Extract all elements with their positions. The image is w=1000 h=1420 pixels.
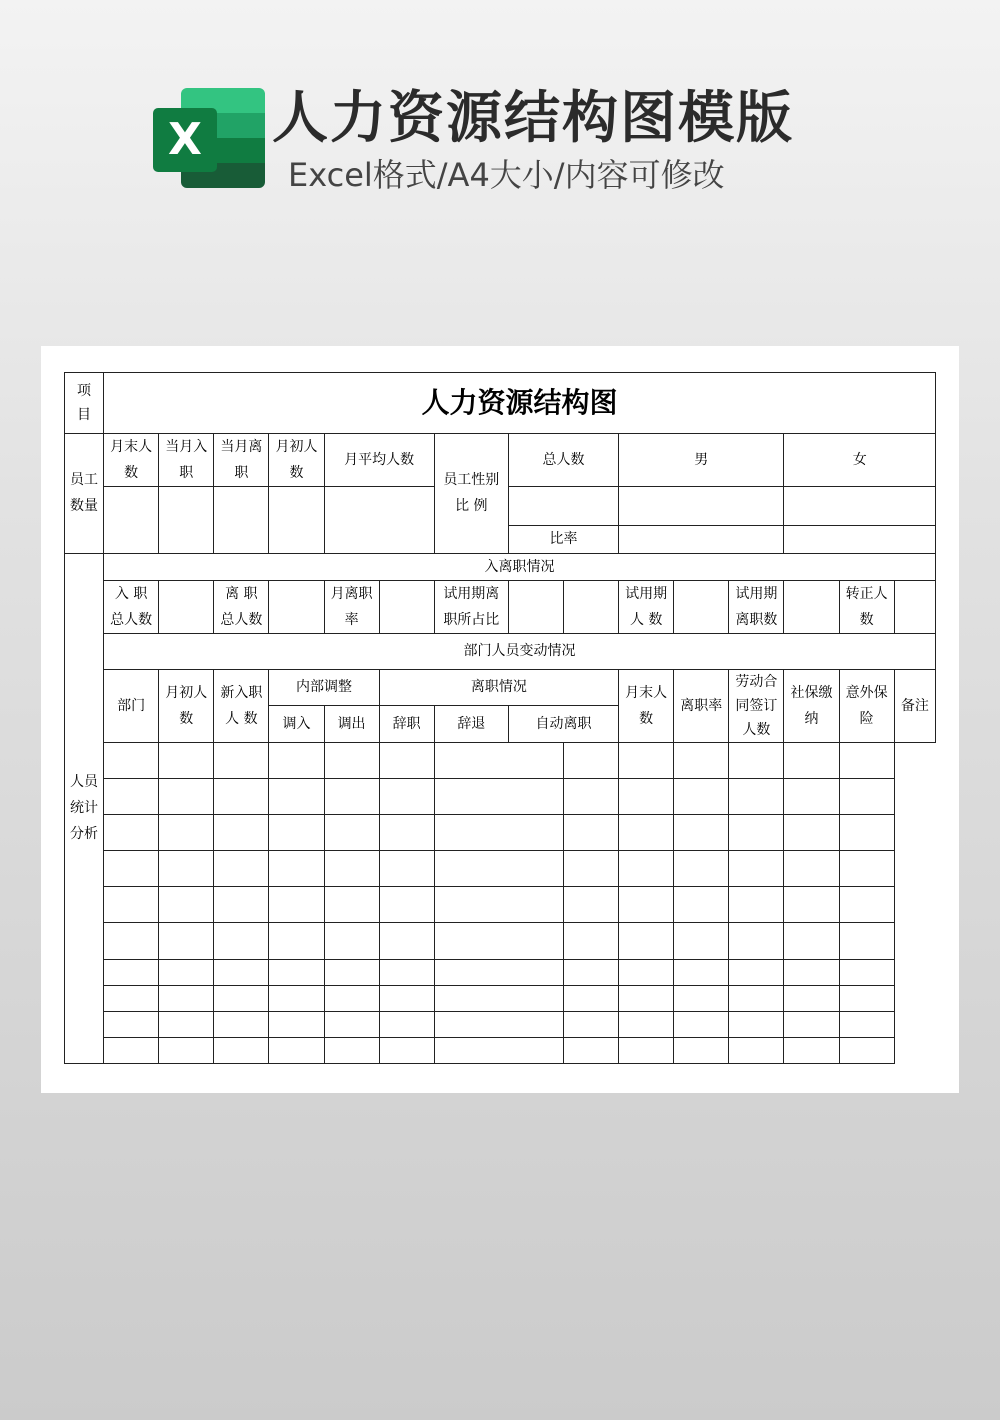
table-row	[65, 959, 936, 985]
cell	[214, 887, 269, 923]
cell	[674, 815, 729, 851]
cell	[619, 743, 674, 779]
cell	[324, 815, 379, 851]
start-count-label: 月初人 数	[159, 669, 214, 742]
cell	[269, 1011, 324, 1037]
cell	[379, 779, 434, 815]
page-subtitle: Excel格式/A4大小/内容可修改	[288, 156, 725, 194]
cell	[104, 1037, 159, 1063]
cell	[104, 815, 159, 851]
col-month-exits: 当月离 职	[214, 434, 269, 487]
cell	[379, 815, 434, 851]
cell	[379, 1037, 434, 1063]
cell	[674, 887, 729, 923]
cell	[379, 887, 434, 923]
end-count-label: 月末人 数	[619, 669, 674, 742]
cell	[894, 580, 935, 633]
cell	[784, 815, 839, 851]
cell	[214, 1037, 269, 1063]
cell	[269, 580, 324, 633]
cell	[619, 1011, 674, 1037]
cell	[619, 487, 784, 526]
cell	[159, 959, 214, 985]
banner	[0, 0, 1000, 230]
table-row	[65, 779, 936, 815]
cell	[104, 487, 159, 553]
regular-count-label: 转正人 数	[839, 580, 894, 633]
col-month-hires: 当月入 职	[159, 434, 214, 487]
cell	[159, 985, 214, 1011]
cell	[619, 985, 674, 1011]
cell	[784, 851, 839, 887]
cell	[379, 1011, 434, 1037]
hr-structure-table	[64, 372, 936, 1064]
cell	[434, 923, 563, 959]
cell	[269, 743, 324, 779]
cell	[324, 959, 379, 985]
new-hires-label: 新入职 人 数	[214, 669, 269, 742]
cell	[839, 815, 894, 851]
male-label: 男	[619, 434, 784, 487]
cell	[214, 743, 269, 779]
cell	[434, 1011, 563, 1037]
col-month-average: 月平均人数	[324, 434, 434, 487]
cell	[729, 923, 784, 959]
contract-label: 劳动合 同签订 人数	[729, 669, 784, 742]
cell	[269, 487, 324, 553]
cell	[434, 1037, 563, 1063]
cell	[674, 959, 729, 985]
cell	[159, 580, 214, 633]
dismiss-label: 辞退	[434, 705, 508, 742]
cell	[159, 815, 214, 851]
cell	[324, 743, 379, 779]
social-insurance-label: 社保缴 纳	[784, 669, 839, 742]
sheet-title: 人力资源结构图	[104, 373, 936, 434]
cell	[269, 851, 324, 887]
page-title: 人力资源结构图模版	[272, 86, 794, 151]
cell	[674, 985, 729, 1011]
cell	[564, 985, 619, 1011]
cell	[674, 851, 729, 887]
cell	[324, 487, 434, 553]
excel-logo-icon	[153, 88, 265, 188]
cell	[674, 580, 729, 633]
cell	[619, 887, 674, 923]
cell	[324, 887, 379, 923]
cell	[784, 487, 936, 526]
cell	[269, 959, 324, 985]
cell	[729, 743, 784, 779]
cell	[159, 1037, 214, 1063]
cell	[729, 815, 784, 851]
cell	[839, 743, 894, 779]
transfer-out-label: 调出	[324, 705, 379, 742]
cell	[379, 743, 434, 779]
cell	[839, 887, 894, 923]
cell	[104, 743, 159, 779]
table-row	[65, 1011, 936, 1037]
cell	[159, 887, 214, 923]
cell	[269, 887, 324, 923]
cell	[564, 743, 619, 779]
resign-label: 辞职	[379, 705, 434, 742]
cell	[839, 985, 894, 1011]
cell	[104, 851, 159, 887]
cell	[214, 1011, 269, 1037]
cell	[784, 743, 839, 779]
cell	[434, 779, 563, 815]
cell	[784, 580, 839, 633]
exit-total-label: 离 职 总人数	[214, 580, 269, 633]
col-month-start-count: 月初人 数	[269, 434, 324, 487]
cell	[324, 779, 379, 815]
probation-exit-label: 试用期 离职数	[729, 580, 784, 633]
item-label-cell: 项 目	[65, 373, 104, 434]
cell	[269, 1037, 324, 1063]
cell	[269, 923, 324, 959]
cell	[159, 743, 214, 779]
cell	[564, 1011, 619, 1037]
sheet-preview	[41, 346, 959, 1093]
cell	[269, 779, 324, 815]
gender-ratio-label: 员工性别 比 例	[434, 434, 508, 553]
cell	[729, 985, 784, 1011]
probation-count-label: 试用期 人 数	[619, 580, 674, 633]
cell	[564, 959, 619, 985]
cell	[839, 851, 894, 887]
cell	[674, 923, 729, 959]
cell	[508, 487, 618, 526]
cell	[619, 923, 674, 959]
cell	[564, 923, 619, 959]
cell	[104, 887, 159, 923]
exit-rate-label: 月离职 率	[324, 580, 379, 633]
transfer-in-label: 调入	[269, 705, 324, 742]
cell	[619, 1037, 674, 1063]
cell	[159, 923, 214, 959]
entry-total-label: 入 职 总人数	[104, 580, 159, 633]
table-row	[65, 1037, 936, 1063]
cell	[674, 1037, 729, 1063]
cell	[159, 779, 214, 815]
auto-leave-label: 自动离职	[508, 705, 618, 742]
cell	[784, 1037, 839, 1063]
cell	[784, 887, 839, 923]
probation-exit-ratio-label: 试用期离 职所占比	[434, 580, 508, 633]
cell	[214, 779, 269, 815]
cell	[434, 985, 563, 1011]
table-row	[65, 851, 936, 887]
cell	[434, 851, 563, 887]
internal-transfer-label: 内部调整	[269, 669, 379, 705]
cell	[619, 851, 674, 887]
cell	[784, 923, 839, 959]
cell	[214, 815, 269, 851]
cell	[324, 851, 379, 887]
cell	[379, 985, 434, 1011]
cell	[564, 815, 619, 851]
cell	[839, 779, 894, 815]
cell	[674, 1011, 729, 1037]
total-count-label: 总人数	[508, 434, 618, 487]
cell	[729, 1011, 784, 1037]
cell	[729, 1037, 784, 1063]
dept-label: 部门	[104, 669, 159, 742]
table-row	[65, 887, 936, 923]
cell	[379, 851, 434, 887]
dept-exit-rate-label: 离职率	[674, 669, 729, 742]
cell	[729, 959, 784, 985]
cell	[104, 985, 159, 1011]
cell	[839, 959, 894, 985]
cell	[619, 959, 674, 985]
cell	[729, 851, 784, 887]
cell	[159, 487, 214, 553]
cell	[674, 743, 729, 779]
cell	[564, 779, 619, 815]
cell	[784, 526, 936, 553]
col-month-end-count: 月末人 数	[104, 434, 159, 487]
cell	[564, 1037, 619, 1063]
cell	[104, 1011, 159, 1037]
cell	[379, 959, 434, 985]
remark-label: 备注	[894, 669, 935, 742]
cell	[784, 959, 839, 985]
staff-count-label: 员工 数量	[65, 434, 104, 553]
cell	[434, 959, 563, 985]
dept-change-title: 部门人员变动情况	[104, 633, 936, 669]
cell	[434, 887, 563, 923]
cell	[324, 923, 379, 959]
table-row	[65, 985, 936, 1011]
cell	[674, 779, 729, 815]
cell	[784, 1011, 839, 1037]
cell	[619, 526, 784, 553]
cell	[434, 743, 563, 779]
cell	[564, 851, 619, 887]
resign-status-label: 离职情况	[379, 669, 618, 705]
cell	[784, 779, 839, 815]
cell	[839, 1011, 894, 1037]
cell	[434, 815, 563, 851]
cell	[619, 779, 674, 815]
cell	[324, 1037, 379, 1063]
cell	[269, 985, 324, 1011]
cell	[324, 1011, 379, 1037]
cell	[214, 985, 269, 1011]
cell	[104, 779, 159, 815]
cell	[159, 851, 214, 887]
cell	[269, 815, 324, 851]
cell	[104, 923, 159, 959]
cell	[619, 815, 674, 851]
entry-exit-title: 入离职情况	[104, 553, 936, 580]
analysis-label: 人员 统计 分析	[65, 553, 104, 1064]
cell	[564, 580, 619, 633]
cell	[839, 1037, 894, 1063]
cell	[564, 887, 619, 923]
cell	[379, 923, 434, 959]
cell	[729, 887, 784, 923]
cell	[214, 959, 269, 985]
female-label: 女	[784, 434, 936, 487]
cell	[214, 923, 269, 959]
table-row	[65, 743, 936, 779]
table-row	[65, 923, 936, 959]
table-row	[65, 815, 936, 851]
cell	[784, 985, 839, 1011]
cell	[324, 985, 379, 1011]
cell	[214, 487, 269, 553]
cell	[214, 851, 269, 887]
cell	[104, 959, 159, 985]
cell	[379, 580, 434, 633]
cell	[839, 923, 894, 959]
excel-logo-badge: X	[153, 108, 217, 172]
cell	[508, 580, 563, 633]
cell	[159, 1011, 214, 1037]
accident-insurance-label: 意外保 险	[839, 669, 894, 742]
ratio-label: 比率	[508, 526, 618, 553]
cell	[729, 779, 784, 815]
